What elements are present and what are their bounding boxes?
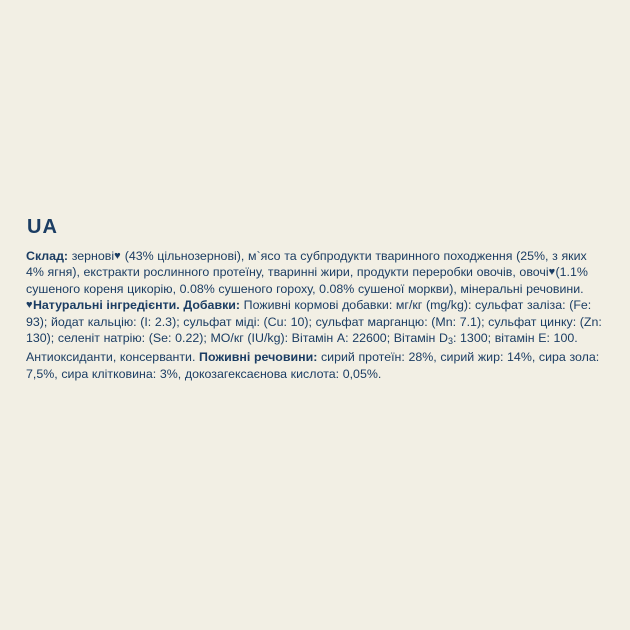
natural-ingredients-text: Натуральні інгредієнти. bbox=[32, 298, 184, 313]
composition-heading: Склад: bbox=[26, 249, 69, 263]
ingredients-paragraph bbox=[26, 248, 606, 382]
composition-text-1: зернові bbox=[68, 249, 115, 263]
vitamin-d-subscript: 3 bbox=[447, 336, 453, 347]
additives-text-2: : 1300; вітамін Е: 100. Антиоксиданти, консерванти. bbox=[26, 331, 578, 365]
composition-text-2: (43% цільнозернові), м`ясо та субпродукти тваринного походження (25%, з яких 4% ягня), екстракти рослинного протеїну, тваринні жири, продукти переробки овочів, овочі bbox=[26, 249, 587, 280]
nutrients-heading: Поживні речовини: bbox=[199, 350, 318, 365]
composition-text-3: (1.1% сушеного кореня цикорію, 0.08% сушеного гороху, 0.08% сушеної моркви), мінеральні речовини. bbox=[26, 265, 588, 296]
heart-icon: ♥ bbox=[114, 250, 122, 262]
heart-icon: ♥ bbox=[26, 299, 33, 312]
nutrients-text: сирий протеїн: 28%, сирий жир: 14%, сира зола: 7,5%, сира клітковина: 3%, докозагексаєнова кислота: 0,05%. bbox=[26, 350, 600, 381]
label-content bbox=[26, 216, 606, 395]
language-badge: UA bbox=[27, 216, 58, 238]
heart-icon: ♥ bbox=[548, 266, 556, 279]
additives-text: Поживні кормові добавки: мг/кг (mg/kg): сульфат заліза: (Fe: 93); йодат кальцію: (I: 2.3); сульфат міді: (Cu: 10); сульфат марганцю: (Mn: 7.1); сульфат цинку: (Zn: 130); селеніт натрію: (Se: 0.22); МО/кг (IU/kg): Вітамін А: 22600; Вітамін D bbox=[26, 298, 602, 346]
additives-heading: Добавки: bbox=[183, 298, 241, 313]
